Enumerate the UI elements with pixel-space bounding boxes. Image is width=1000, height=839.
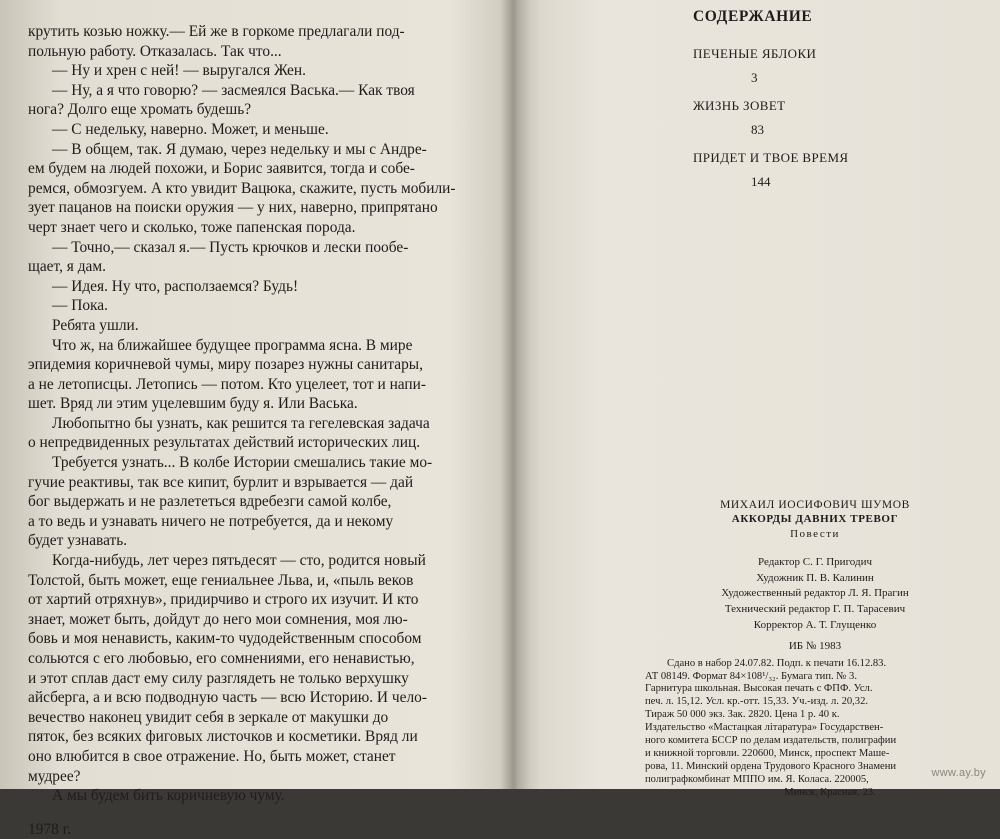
contents-item-page: 144 xyxy=(751,174,771,189)
text-line: нога? Долго еще хромать будешь? xyxy=(28,101,252,119)
imprint-line: Гарнитура школьная. Высокая печать с ФПФ. Усл. xyxy=(645,683,873,695)
text-line: шет. Вряд ли этим уцелевшим буду я. Или Васька. xyxy=(28,395,358,413)
credit-line: Художественный редактор Л. Я. Прагин xyxy=(721,587,909,600)
imprint-line: полиграфкомбинат МППО им. Я. Коласа. 220005, xyxy=(645,773,869,785)
text-line: — Идея. Ну что, расползаемся? Будь! xyxy=(52,277,299,295)
imprint-line: печ. л. 15,12. Усл. кр.-отт. 15,33. Уч.-изд. л. 20,32. xyxy=(645,696,869,708)
page-gutter xyxy=(500,0,530,789)
text-line: мудрее? xyxy=(28,767,81,785)
imprint-line: Минск, Красная, 23. xyxy=(784,786,876,798)
imprint-line: АТ 08149. Формат 84×108¹/₃₂. Бумага тип. № 3. xyxy=(645,670,857,682)
contents-item-title: ПРИДЕТ И ТВОЕ ВРЕМЯ xyxy=(693,150,849,165)
text-line: вечество наконец увидит себя в зеркале от макушки до xyxy=(28,708,389,726)
text-line: ем будем на людей похожи, и Борис заявится, тогда и собе- xyxy=(28,160,415,178)
text-line: польную работу. Отказалась. Так что... xyxy=(28,42,282,60)
text-line: Любопытно бы узнать, как решится та гегелевская задача xyxy=(52,414,430,432)
year-note: 1978 г. xyxy=(28,820,72,838)
text-line: Ребята ушли. xyxy=(52,316,139,334)
text-line: айсберга, а и всю подводную часть — всю Историю. И чело- xyxy=(28,689,427,707)
ib-number: ИБ № 1983 xyxy=(788,640,842,653)
imprint-line: рова, 11. Минский ордена Трудового Красного Знамени xyxy=(645,760,897,772)
text-line: от хартий отряхнув», придирчиво и строго их изучит. И кто xyxy=(28,591,419,609)
right-page xyxy=(535,0,1000,798)
text-line: бовь и моя ненависть, каким-то чудодейственным способом xyxy=(28,630,422,648)
text-line: — В общем, так. Я думаю, через недельку и мы с Андре- xyxy=(52,140,427,158)
text-line: крутить козью ножку.— Ей же в горкоме предлагали под- xyxy=(28,23,405,40)
text-line: о непредвиденных результатах действий исторических лиц. xyxy=(28,434,421,452)
text-line: и этот сплав даст ему силу разглядеть не только верхушку xyxy=(28,669,409,687)
text-line: зует пацанов на поиски оружия — у них, наверно, припрятано xyxy=(28,199,438,217)
contents-item-page: 83 xyxy=(751,122,764,137)
text-line: — Точно,— сказал я.— Пусть крючков и лески пообе- xyxy=(52,238,409,256)
text-line: Требуется узнать... В колбе Истории смешались такие мо- xyxy=(52,454,433,472)
text-line: ремся, обмозгуем. А кто увидит Вацюка, скажите, пусть мобили- xyxy=(28,179,456,197)
imprint-line: Издательство «Мастацкая літаратура» Государствен- xyxy=(645,722,884,734)
imprint-line: ного комитета БССР по делам издательств, полиграфии xyxy=(645,735,897,747)
text-line: сольются с его любовью, его сомнениями, его ненавистью, xyxy=(28,650,415,667)
text-line: — Ну, а я что говорю? — засмеялся Васька.— Как твоя xyxy=(52,81,415,99)
text-line: гучие реактивы, так все кипит, бурлит и взрывается — дай xyxy=(28,473,414,491)
imprint-line: и книжной торговли. 220600, Минск, проспект Маше- xyxy=(645,747,890,759)
left-page-text xyxy=(28,22,498,839)
text-line: Толстой, быть может, еще гениальнее Льва, и, «пыль веков xyxy=(28,571,414,589)
text-line: а не летописцы. Летопись — потом. Кто уцелеет, тот и напи- xyxy=(28,375,427,393)
text-line: бог выдержать и не разлететься вдребезги самой колбе, xyxy=(28,493,392,511)
contents-item-page: 3 xyxy=(751,70,758,85)
text-line: Что ж, на ближайшее будущее программа ясна. В мире xyxy=(52,336,413,354)
text-line: Когда-нибудь, лет через пятьдесят — сто, родится новый xyxy=(52,552,426,570)
credit-line: Корректор А. Т. Глущенко xyxy=(753,618,877,631)
watermark-text: www.ay.by xyxy=(931,767,986,779)
imprint-line: Сдано в набор 24.07.82. Подп. к печати 16.12.83. xyxy=(667,657,887,669)
book-type: Повести xyxy=(790,527,840,540)
text-line: черт знает чего и сколько, тоже папенская порода. xyxy=(28,218,356,236)
contents-item-title: ПЕЧЕНЫЕ ЯБЛОКИ xyxy=(693,46,817,61)
text-line: — Ну и хрен с ней! — выругался Жен. xyxy=(52,62,306,80)
text-line: будет узнавать. xyxy=(28,532,128,550)
text-line: А мы будем бить коричневую чуму. xyxy=(52,787,285,805)
text-line: оно влюбится в свое отражение. Но, быть может, станет xyxy=(28,747,396,765)
colophon xyxy=(645,498,985,800)
table-of-contents xyxy=(693,8,883,202)
text-line: — Пока. xyxy=(52,297,108,315)
text-line: пяток, без всяких фиговых листочков и косметики. Вряд ли xyxy=(28,728,418,746)
contents-heading: СОДЕРЖАНИЕ xyxy=(693,8,813,25)
text-line: — С недельку, наверно. Может, и меньше. xyxy=(52,120,329,138)
author-name: МИХАИЛ ИОСИФОВИЧ ШУМОВ xyxy=(720,499,910,511)
text-line: щает, я дам. xyxy=(28,258,106,276)
credit-line: Технический редактор Г. П. Тарасевич xyxy=(724,603,906,615)
credit-line: Редактор С. Г. Пригодич xyxy=(757,556,873,569)
text-line: знает, может быть, дойдут до него мои сомнения, моя лю- xyxy=(28,610,408,628)
credit-line: Художник П. В. Калинин xyxy=(756,571,874,584)
imprint-line: Тираж 50 000 экз. Зак. 2820. Цена 1 р. 40 к. xyxy=(645,709,840,721)
contents-item-title: ЖИЗНЬ ЗОВЕТ xyxy=(693,98,786,113)
text-line: эпидемия коричневой чумы, миру позарез нужны санитары, xyxy=(28,356,423,374)
book-title: АККОРДЫ ДАВНИХ ТРЕВОГ xyxy=(731,513,899,526)
text-line: а то ведь и узнавать ничего не потребуется, да и некому xyxy=(28,512,394,530)
